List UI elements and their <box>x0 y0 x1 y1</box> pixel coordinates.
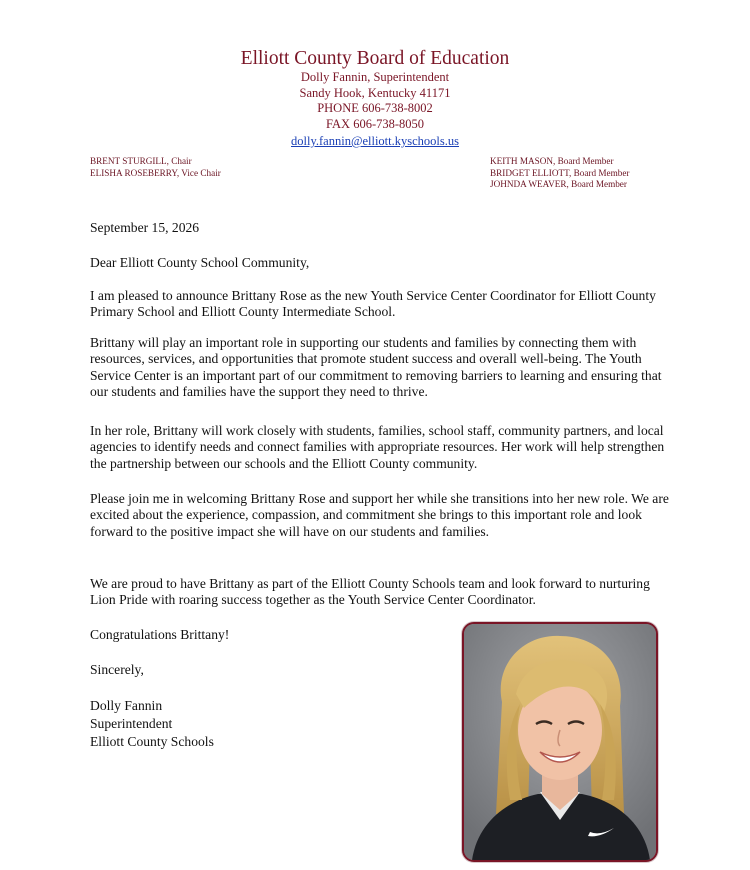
paragraph-welcome: Please join me in welcoming Brittany Rose and support her while she transitions into her new role. We are excited about the experience, compassion, and commitment she brings to this important role and look forward to the positive impact she will have on our students and families. <box>90 491 669 539</box>
superintendent-line: Dolly Fannin, Superintendent <box>300 70 450 84</box>
congratulations-line: Congratulations Brittany! <box>90 627 230 642</box>
paragraph-role: Brittany will play an important role in supporting our students and families by connecting them with resources, services, and opportunities that promote student success and overall well-being. The Youth Service Center is an important part of our commitment to removing barriers to learning and ensuring that our students and families have the support they need to thrive. <box>90 335 662 400</box>
signer-title: Superintendent <box>90 716 173 731</box>
phone-line: PHONE 606-738-8002 <box>317 101 433 115</box>
staff-photo <box>462 622 658 862</box>
org-name: Elliott County Board of Education <box>240 48 510 69</box>
portrait-image <box>464 624 656 860</box>
board-member: JOHNDA WEAVER, Board Member <box>490 179 627 189</box>
paragraph-pride: We are proud to have Brittany as part of the Elliott County Schools team and look forward to nurturing Lion Pride with roaring success together as the Youth Service Center Coordinator. <box>90 576 650 608</box>
paragraph-announcement: I am pleased to announce Brittany Rose as the new Youth Service Center Coordinator for Elliott County Primary School and Elliott County Intermediate School. <box>90 288 656 320</box>
board-member: KEITH MASON, Board Member <box>490 156 614 166</box>
signer-name: Dolly Fannin <box>90 698 163 713</box>
email-link[interactable]: dolly.fannin@elliott.kyschools.us <box>291 134 459 148</box>
board-list-right <box>490 156 629 191</box>
fax-line: FAX 606-738-8050 <box>325 116 425 131</box>
board-member: ELISHA ROSEBERRY, Vice Chair <box>90 167 221 178</box>
board-member: BRENT STURGILL, Chair <box>90 156 192 166</box>
letterhead <box>0 48 750 150</box>
board-member: BRIDGET ELLIOTT, Board Member <box>490 167 630 178</box>
closing-line: Sincerely, <box>90 662 144 677</box>
paragraph-duties: In her role, Brittany will work closely with students, families, school staff, community partners, and local agencies to identify needs and connect families with appropriate resources. Her work will help strengthen the partnership between our schools and the Elliott County community. <box>90 423 665 471</box>
salutation: Dear Elliott County School Community, <box>90 255 310 270</box>
address-line: Sandy Hook, Kentucky 41171 <box>299 85 451 100</box>
signer-org: Elliott County Schools <box>90 734 214 749</box>
board-list-left <box>90 156 221 179</box>
letter-date: September 15, 2026 <box>90 220 200 235</box>
